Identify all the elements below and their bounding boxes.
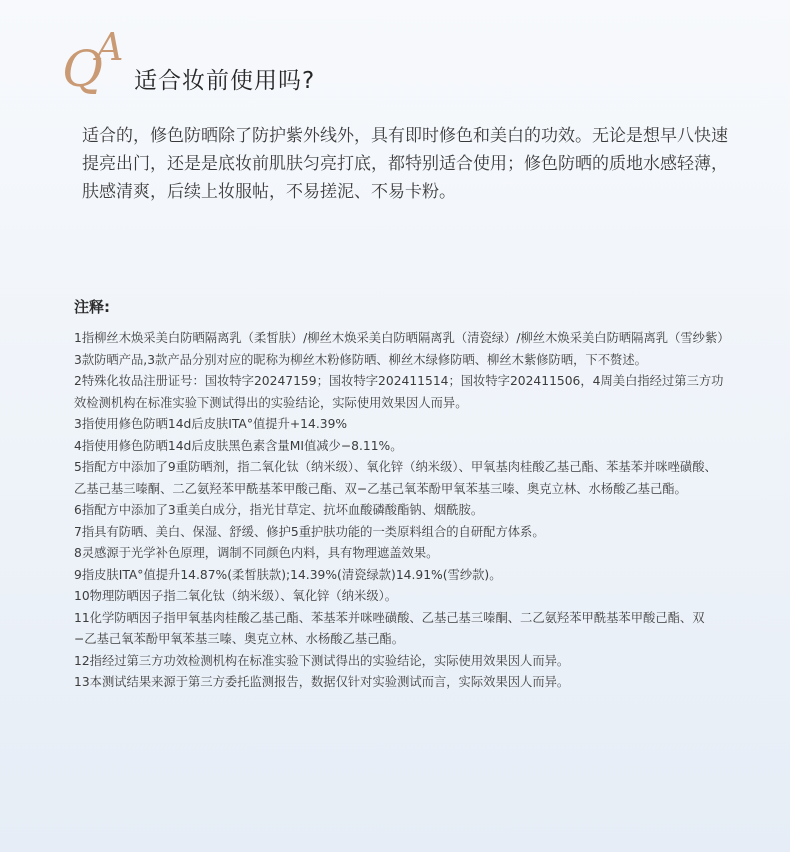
note-item: 2特殊化妆品注册证号：国妆特字20247159；国妆特字202411514；国妆特字202411506，4周美白指经过第三方功效检测机构在标准实验下测试得出的实验结论，实际使用效果因人而异。: [74, 374, 724, 410]
note-item: 6指配方中添加了3重美白成分，指光甘草定、抗坏血酸磷酸酯钠、烟酰胺。: [74, 503, 484, 517]
note-item: 5指配方中添加了9重防晒剂，指二氧化钛（纳米级）、氧化锌（纳米级）、甲氧基肉桂酸乙基己酯、苯基苯并咪唑磺酸、乙基己基三嗪酮、二乙氨羟苯甲酰基苯甲酸己酯、双−乙基己氧苯酚甲氧苯基三嗪、奥克立林、水杨酸乙基己酯。: [74, 460, 717, 496]
qa-logo-q: Q: [62, 40, 103, 98]
note-item: 3指使用修色防晒14d后皮肤ITA°值提升+14.39%: [74, 417, 348, 431]
note-item: 9指皮肤ITA°值提升14.87%(柔皙肤款);14.39%(清瓷绿款)14.91%(雪纱款)。: [74, 567, 502, 582]
notes-list: [74, 328, 726, 694]
note-item: 8灵感源于光学补色原理，调制不同颜色内料，具有物理遮盖效果。: [74, 546, 439, 560]
note-item: 10物理防晒因子指二氧化钛（纳米级）、氧化锌（纳米级）。: [74, 589, 398, 603]
note-item: 7指具有防晒、美白、保湿、舒缓、修护5重护肤功能的一类原料组合的自研配方体系。: [74, 524, 545, 539]
note-item: 1指柳丝木焕采美白防晒隔离乳（柔皙肤）/柳丝木焕采美白防晒隔离乳（清瓷绿）/柳丝木焕采美白防晒隔离乳（雪纱紫）3款防晒产品,3款产品分别对应的昵称为柳丝木粉修防晒、柳丝木绿修防晒、柳丝木紫修防晒，下不赘述。: [74, 331, 724, 367]
note-item: 12指经过第三方功效检测机构在标准实验下测试得出的实验结论，实际使用效果因人而异。: [74, 653, 570, 668]
notes-title: 注释:: [74, 298, 110, 316]
note-item: 4指使用修色防晒14d后皮肤黑色素含量MI值减少−8.11%。: [74, 438, 403, 453]
answer-text: 适合的，修色防晒除了防护紫外线外，具有即时修色和美白的功效。无论是想早八快速提亮出门，还是是底妆前肌肤匀亮打底，都特别适合使用；修色防晒的质地水感轻薄，肤感清爽，后续上妆服帖，不易搓泥、不易卡粉。: [82, 126, 728, 202]
qa-logo: [62, 25, 132, 98]
question-title: 适合妆前使用吗?: [134, 68, 316, 94]
note-item: 13本测试结果来源于第三方委托监测报告，数据仅针对实验测试而言，实际效果因人而异。: [74, 675, 570, 689]
qa-logo-a: A: [96, 25, 124, 69]
note-item: 11化学防晒因子指甲氧基肉桂酸乙基己酯、苯基苯并咪唑磺酸、乙基己基三嗪酮、二乙氨羟苯甲酰基苯甲酸己酯、双−乙基己氧苯酚甲氧苯基三嗪、奥克立林、水杨酸乙基己酯。: [74, 610, 705, 646]
